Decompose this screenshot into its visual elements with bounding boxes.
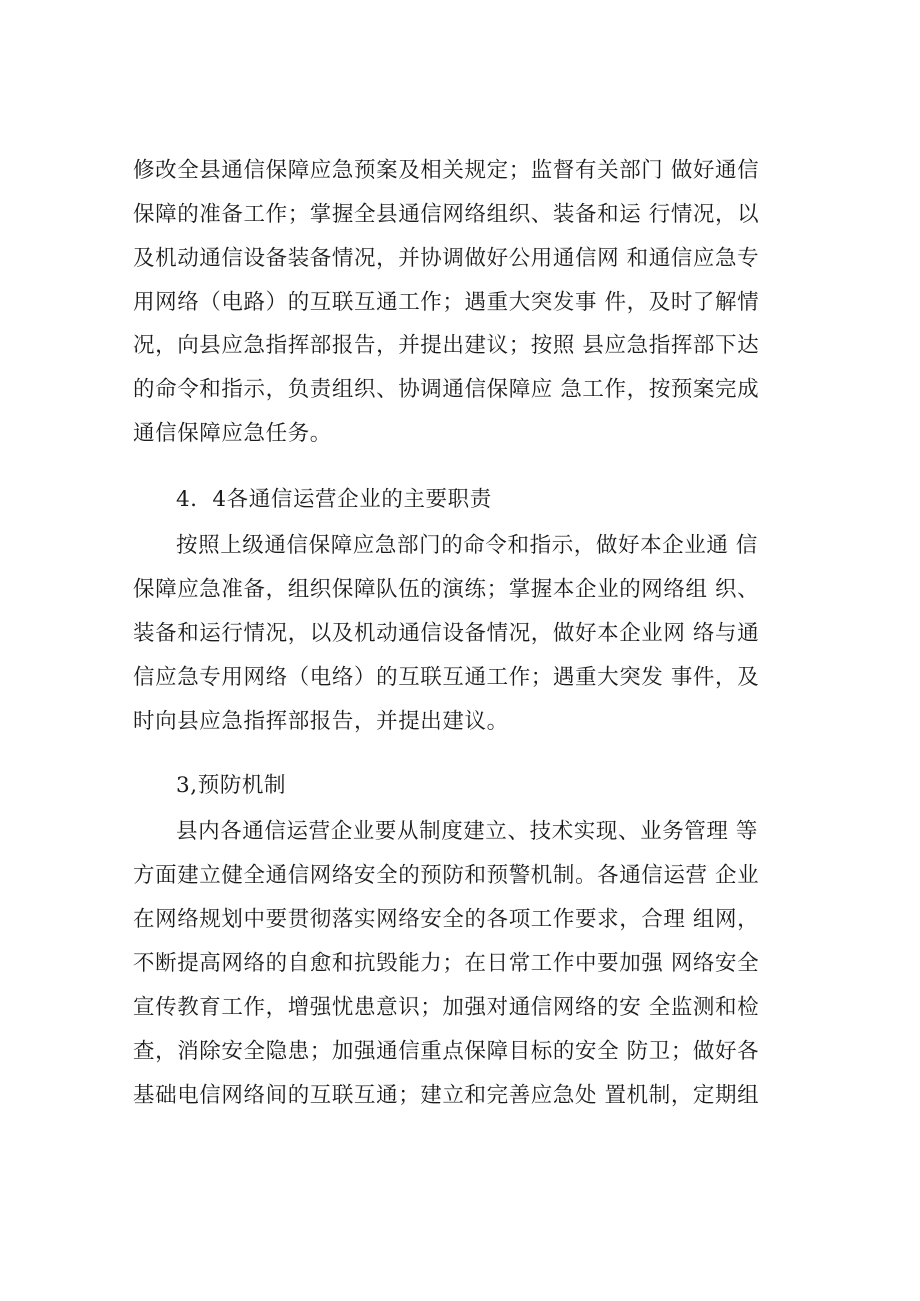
paragraph-line: 通信保障应急任务。 — [133, 421, 332, 446]
paragraph-line: 方面建立健全通信网络安全的预防和预警机制。各通信运营 企业 — [133, 863, 760, 888]
section-heading-4-4: 4．4各通信运营企业的主要职责 — [176, 487, 492, 512]
paragraph-line: 宣传教育工作，增强忧患意识；加强对通信网络的安 全监测和检 — [133, 995, 760, 1020]
paragraph-line: 用网络（电路）的互联互通工作；遇重大突发事 件，及时了解情 — [133, 290, 760, 315]
paragraph-line: 按照上级通信保障应急部门的命令和指示，做好本企业通 信 — [176, 533, 759, 558]
paragraph-line: 不断提高网络的自愈和抗毁能力；在日常工作中要加强 网络安全 — [133, 951, 760, 976]
paragraph-line: 县内各通信运营企业要从制度建立、技术实现、业务管理 等 — [176, 819, 759, 844]
paragraph-line: 保障应急准备，组织保障队伍的演练；掌握本企业的网络组 织、 — [133, 577, 760, 602]
paragraph-line: 信应急专用网络（电络）的互联互通工作；遇重大突发 事件，及 — [133, 665, 760, 690]
section-heading-3: 3,预防机制 — [176, 773, 287, 798]
paragraph-line: 及机动通信设备装备情况，并协调做好公用通信网 和通信应急专 — [133, 246, 760, 271]
paragraph-line: 的命令和指示，负责组织、协调通信保障应 急工作，按预案完成 — [133, 377, 760, 402]
paragraph-line: 保障的准备工作；掌握全县通信网络组织、装备和运 行情况，以 — [133, 202, 760, 227]
paragraph-line: 装备和运行情况，以及机动通信设备情况，做好本企业网 络与通 — [133, 621, 760, 646]
paragraph-line: 修改全县通信保障应急预案及相关规定；监督有关部门 做好通信 — [133, 158, 760, 183]
paragraph-line: 基础电信网络间的互联互通；建立和完善应急处 置机制，定期组 — [133, 1083, 760, 1108]
paragraph-line: 时向县应急指挥部报告，并提出建议。 — [133, 709, 509, 734]
paragraph-line: 在网络规划中要贯彻落实网络安全的各项工作要求，合理 组网， — [133, 907, 760, 932]
paragraph-line: 况，向县应急指挥部报告，并提出建议；按照 县应急指挥部下达 — [133, 333, 760, 358]
paragraph-line: 查，消除安全隐患；加强通信重点保障目标的安全 防卫；做好各 — [133, 1039, 760, 1064]
